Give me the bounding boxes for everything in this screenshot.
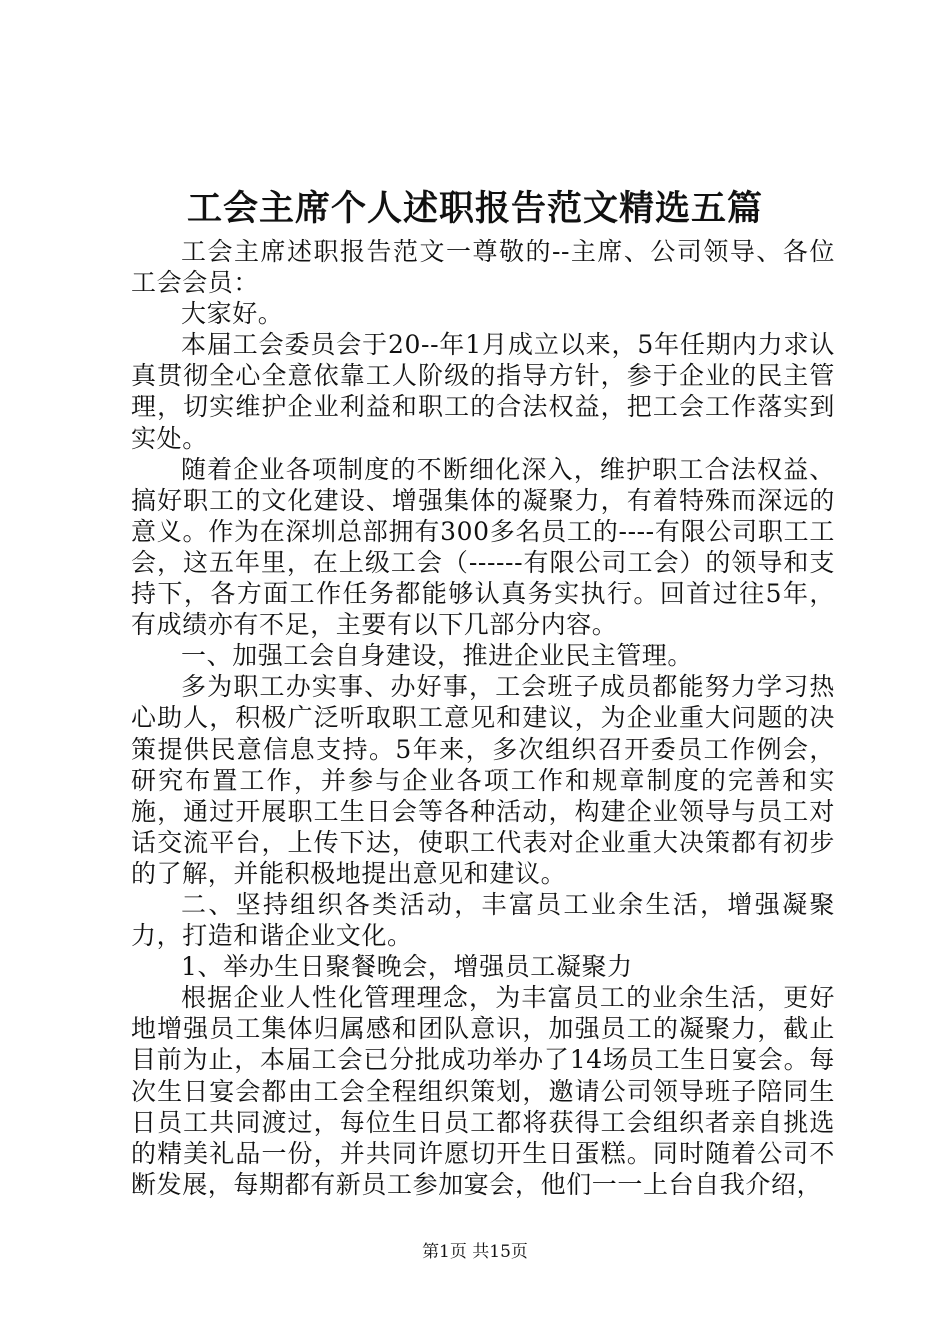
paragraph: 随着企业各项制度的不断细化深入，维护职工合法权益、搞好职工的文化建设、增强集体的凝聚力，有着特殊而深远的意义。作为在深圳总部拥有300多名员工的----有限公司职工工会，这五年里，在上级工会（------有限公司工会）的领导和支持下，各方面工作任务都能够认真务实执行。回首过往5年，有成绩亦有不足，主要有以下几部分内容。 xyxy=(131,454,835,640)
paragraph: 大家好。 xyxy=(181,299,284,329)
page-number-footer: 第1页 共15页 xyxy=(422,1242,528,1262)
paragraph: 多为职工办实事、办好事，工会班子成员都能努力学习热心助人，积极广泛听取职工意见和建议，为企业重大问题的决策提供民意信息支持。5年来，多次组织召开委员工作例会，研究布置工作，并参与企业各项工作和规章制度的完善和实施，通过开展职工生日会等各种活动，构建企业领导与员工对话交流平台，上传下达，使职工代表对企业重大决策都有初步的了解，并能积极地提出意见和建议。 xyxy=(131,672,835,888)
section-heading: 一、加强工会自身建设，推进企业民主管理。 xyxy=(181,641,694,671)
section-heading: 二、坚持组织各类活动，丰富员工业余生活，增强凝聚力，打造和谐企业文化。 xyxy=(131,889,835,951)
paragraph: 根据企业人性化管理理念，为丰富员工的业余生活，更好地增强员工集体归属感和团队意识，加强员工的凝聚力，截止目前为止，本届工会已分批成功举办了14场员工生日宴会。每次生日宴会都由工会全程组织策划，邀请公司领导班子陪同生日员工共同渡过，每位生日员工都将获得工会组织者亲自挑选的精美礼品一份，并共同许愿切开生日蛋糕。同时随着公司不断发展，每期都有新员工参加宴会，他们一一上台自我介绍， xyxy=(131,983,835,1199)
paragraph: 本届工会委员会于20--年1月成立以来，5年任期内力求认真贯彻全心全意依靠工人阶级的指导方针，参于企业的民主管理，切实维护企业利益和职工的合法权益，把工会工作落实到实处。 xyxy=(131,330,835,453)
document-body xyxy=(131,236,835,1200)
document-title: 工会主席个人述职报告范文精选五篇 xyxy=(186,188,763,229)
subsection-heading: 1、举办生日聚餐晚会，增强员工凝聚力 xyxy=(181,952,633,982)
paragraph: 工会主席述职报告范文一尊敬的--主席、公司领导、各位工会会员： xyxy=(131,237,835,298)
